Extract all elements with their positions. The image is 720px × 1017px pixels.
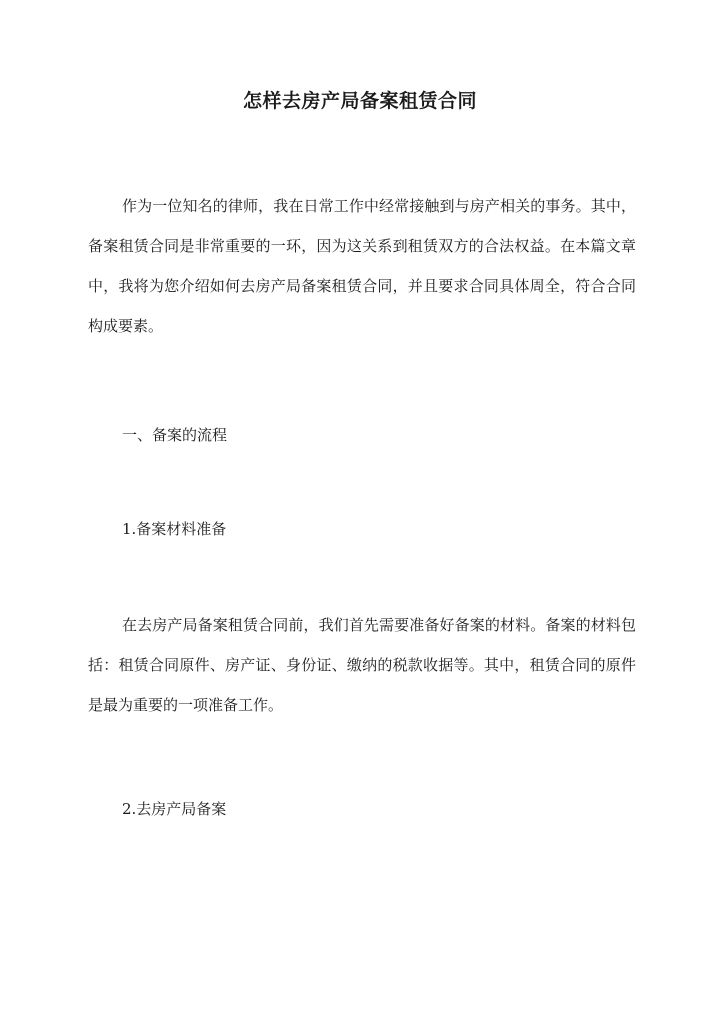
document-title: 怎样去房产局备案租赁合同: [242, 90, 477, 112]
materials-paragraph: 在去房产局备案租赁合同前，我们首先需要准备好备案的材料。备案的材料包括：租赁合同原件、房产证、身份证、缴纳的税款收据等。其中，租赁合同的原件是最为重要的一项准备工作。: [88, 616, 636, 714]
section-heading-process: 一、备案的流程: [122, 426, 228, 444]
subheading-materials: 1.备案材料准备: [122, 520, 227, 538]
intro-paragraph: 作为一位知名的律师，我在日常工作中经常接触到与房产相关的事务。其中，备案租赁合同是非常重要的一环，因为这关系到租赁双方的合法权益。在本篇文章中，我将为您介绍如何去房产局备案租赁合同，并且要求合同具体周全，符合合同构成要素。: [88, 197, 636, 335]
subheading-filing: 2.去房产局备案: [122, 800, 227, 818]
